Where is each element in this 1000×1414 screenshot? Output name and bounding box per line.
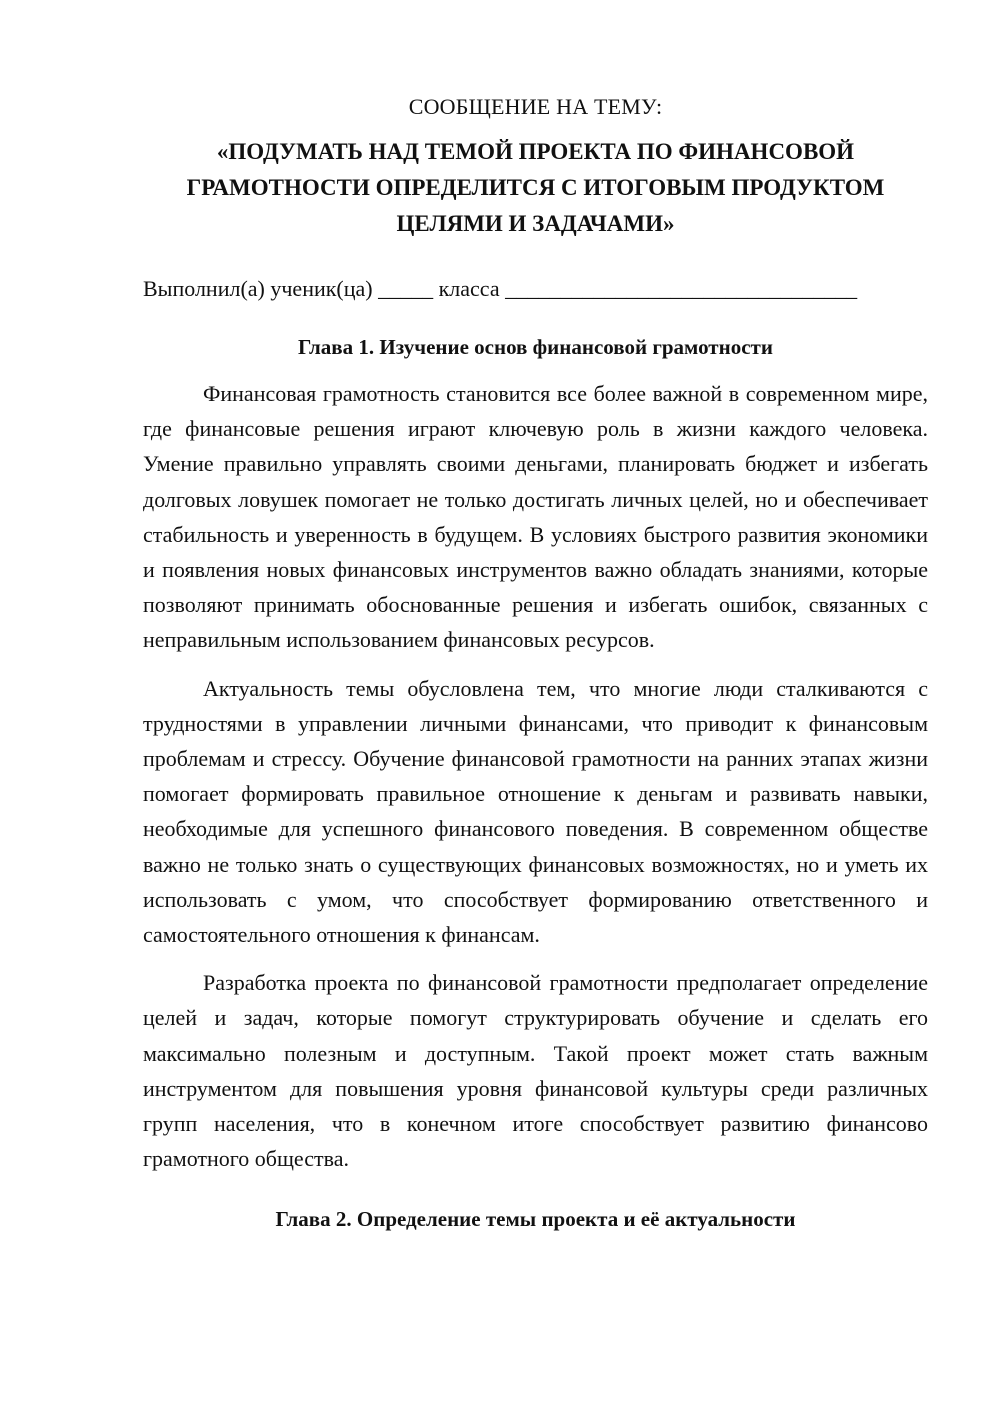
chapter-1-heading: Глава 1. Изучение основ финансовой грамотности xyxy=(298,335,773,359)
title-line-1: «ПОДУМАТЬ НАД ТЕМОЙ ПРОЕКТА ПО ФИНАНСОВОЙ xyxy=(216,139,855,164)
chapter-1-paragraph-3: Разработка проекта по финансовой грамотности предполагает определение целей и задач, которые помогут структурировать обучение и сделать его максимально полезным и доступным. Такой проект может стать важным инструментом для повышения уровня финансовой культуры среди различных групп населения, что в конечном итоге способствует развитию финансово грамотного общества. xyxy=(143,970,928,1172)
title-line-2: ГРАМОТНОСТИ ОПРЕДЕЛИТСЯ С ИТОГОВЫМ ПРОДУКТОМ xyxy=(186,175,885,200)
chapter-1-paragraph-2: Актуальность темы обусловлена тем, что многие люди сталкиваются с трудностями в управлении личными финансами, что приводит к финансовым проблемам и стрессу. Обучение финансовой грамотности на ранних этапах жизни помогает формировать правильное отношение к деньгам и развивать навыки, необходимые для успешного финансового поведения. В современном обществе важно не только знать о существующих финансовых возможностях, но и уметь их использовать с умом, что способствует формированию ответственного и самостоятельного отношения к финансам. xyxy=(143,675,928,948)
document-page xyxy=(143,92,928,1248)
title-line-3: ЦЕЛЯМИ И ЗАДАЧАМИ» xyxy=(396,211,675,236)
document-title xyxy=(143,134,928,242)
chapter-1-paragraph-1: Финансовая грамотность становится все более важной в современном мире, где финансовые решения играют ключевую роль в жизни каждого человека. Умение правильно управлять своими деньгами, планировать бюджет и избегать долговых ловушек помогает не только достигать личных целей, но и обеспечивает стабильность и уверенность в будущем. В условиях быстрого развития экономики и появления новых финансовых инструментов важно обладать знаниями, которые позволяют принимать обоснованные решения и избегать ошибок, связанных с неправильным использованием финансовых ресурсов. xyxy=(143,381,928,653)
document-header: СООБЩЕНИЕ НА ТЕМУ: xyxy=(408,94,663,119)
author-line: Выполнил(а) ученик(ца) _____ класса ________________________________ xyxy=(143,276,858,301)
chapter-2-heading: Глава 2. Определение темы проекта и её актуальности xyxy=(275,1207,796,1232)
